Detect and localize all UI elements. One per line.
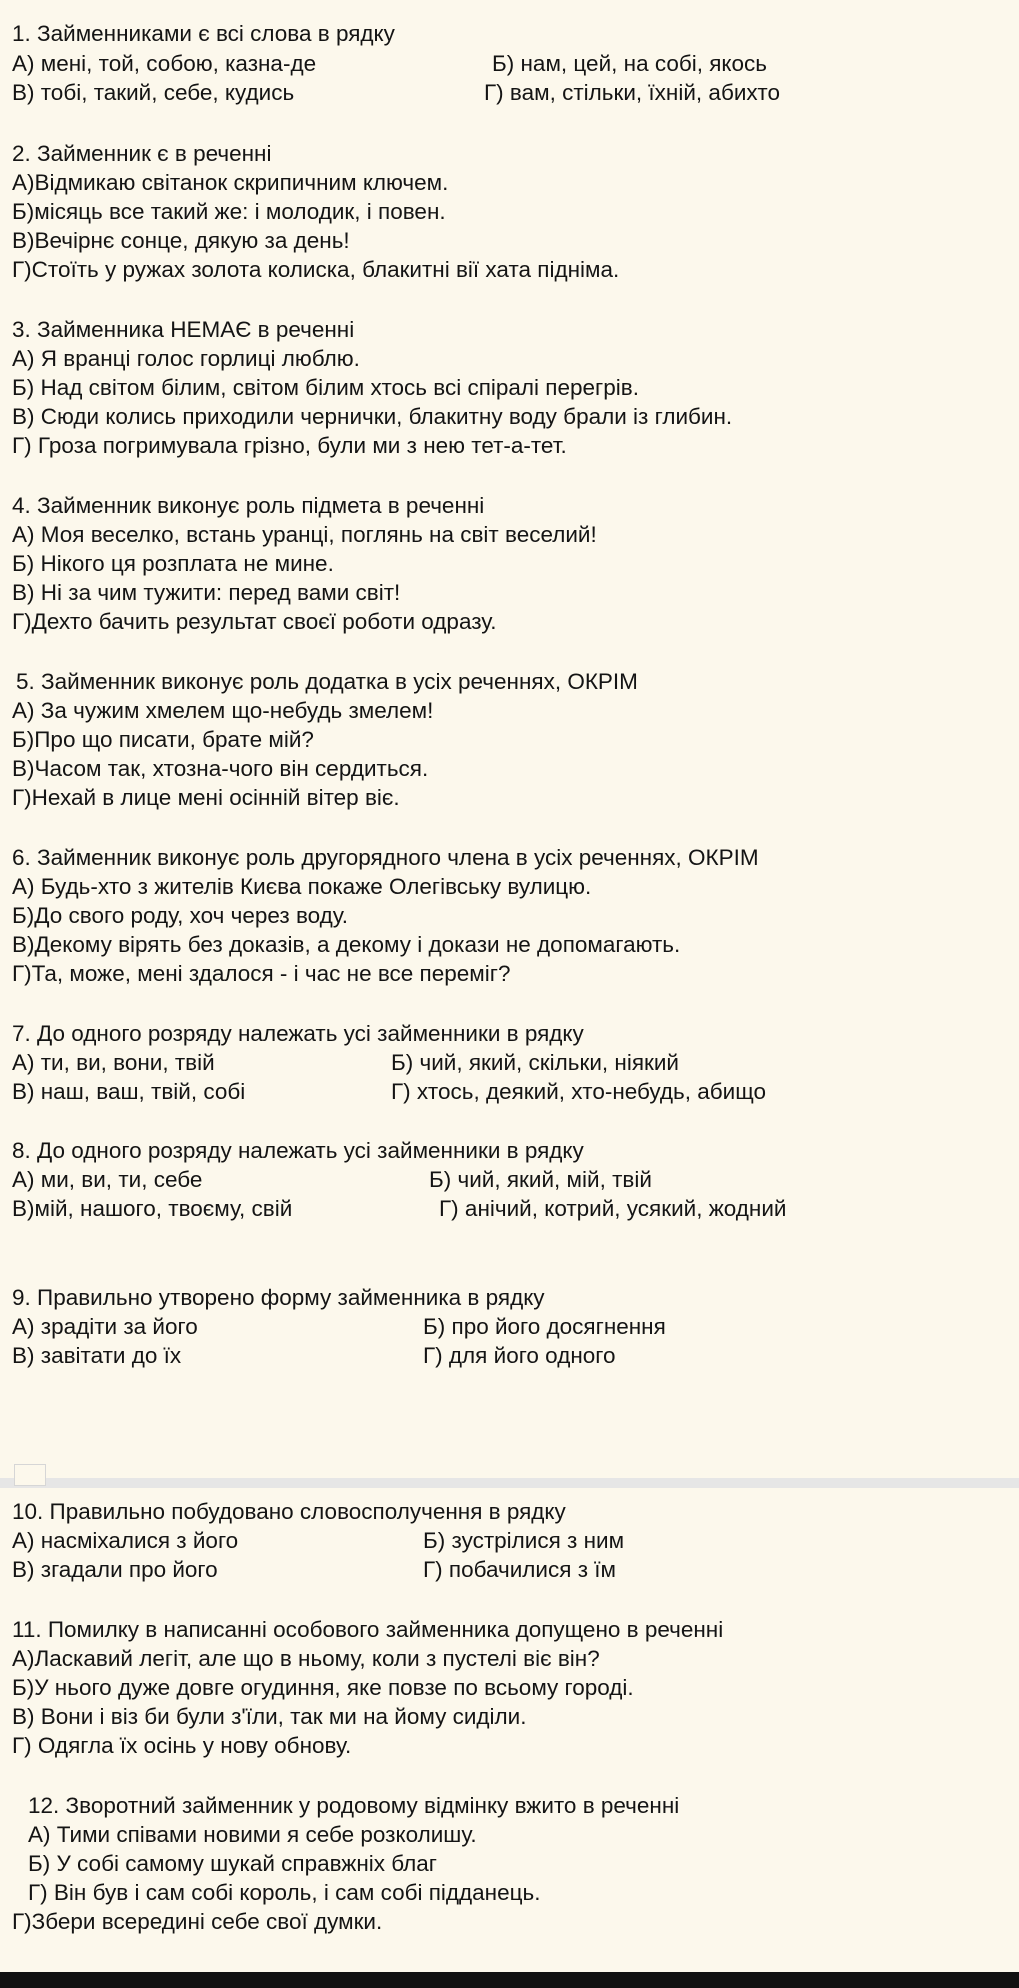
text-line: 1. Займенниками є всі слова в рядку bbox=[12, 21, 395, 46]
text-line: Б)місяць все такий же: і молодик, і повен. bbox=[12, 199, 446, 224]
text-line: В)Декому вірять без доказів, а декому і докази не допомагають. bbox=[12, 932, 681, 957]
text-line: 5. Займенник виконує роль додатка в усіх реченнях, ОКРІМ bbox=[16, 669, 638, 694]
text-line: В)Часом так, хтозна-чого він сердиться. bbox=[12, 756, 429, 781]
text-line: Г)Збери всередині себе свої думки. bbox=[12, 1909, 383, 1934]
text-line: 10. Правильно побудовано словосполучення в рядку bbox=[12, 1499, 566, 1524]
text-line: Г)Стоїть у ружах золота колиска, блакитні вії хата підніма. bbox=[12, 257, 620, 282]
text-line: Г)Нехай в лице мені осінній вітер віє. bbox=[12, 785, 400, 810]
text-line: 9. Правильно утворено форму займенника в рядку bbox=[12, 1285, 545, 1310]
text-line: Б) про його досягнення bbox=[423, 1314, 666, 1339]
text-line: Г) анічий, котрий, усякий, жодний bbox=[439, 1196, 787, 1221]
text-line: В)мій, нашого, твоєму, свій bbox=[12, 1196, 293, 1221]
text-line: Б)У нього дуже довге огудиння, яке повзе по всьому городі. bbox=[12, 1675, 634, 1700]
text-line: Г)Дехто бачить результат своєї роботи одразу. bbox=[12, 609, 497, 634]
text-line: В) Ні за чим тужити: перед вами світ! bbox=[12, 580, 401, 605]
text-line: А) Моя веселко, встань уранці, поглянь на світ веселий! bbox=[12, 522, 597, 547]
text-line: А) Тими співами новими я себе розколишу. bbox=[28, 1822, 477, 1847]
text-line: В) згадали про його bbox=[12, 1557, 218, 1582]
text-line: Б) Над світом білим, світом білим хтось всі спіралі перегрів. bbox=[12, 375, 639, 400]
text-line: Г) хтось, деякий, хто-небудь, абищо bbox=[391, 1079, 767, 1104]
text-line: Б) чий, який, скільки, ніякий bbox=[391, 1050, 679, 1075]
text-line: А) ти, ви, вони, твій bbox=[12, 1050, 215, 1075]
text-line: А) Я вранці голос горлиці люблю. bbox=[12, 346, 360, 371]
text-line: Б)До свого роду, хоч через воду. bbox=[12, 903, 349, 928]
text-line: Г) вам, стільки, їхній, абихто bbox=[484, 80, 780, 105]
text-line: 3. Займенника НЕМАЄ в реченні bbox=[12, 317, 355, 342]
text-line: 6. Займенник виконує роль другорядного члена в усіх реченнях, ОКРІМ bbox=[12, 845, 759, 870]
text-line: Г) для його одного bbox=[423, 1343, 616, 1368]
text-line: В)Вечірнє сонце, дякую за день! bbox=[12, 228, 350, 253]
text-line: А)Відмикаю світанок скрипичним ключем. bbox=[12, 170, 449, 195]
text-line: А)Ласкавий легіт, але що в ньому, коли з пустелі віє він? bbox=[12, 1646, 600, 1671]
text-line: Г)Та, може, мені здалося - і час не все переміг? bbox=[12, 961, 511, 986]
text-line: Г) Гроза погримувала грізно, були ми з нею тет-а-тет. bbox=[12, 433, 567, 458]
text-line: А) зрадіти за його bbox=[12, 1314, 198, 1339]
text-line: Г) Одягла їх осінь у нову обнову. bbox=[12, 1733, 352, 1758]
text-line: В) наш, ваш, твій, собі bbox=[12, 1079, 246, 1104]
text-line: В) Сюди колись приходили чернички, блакитну воду брали із глибин. bbox=[12, 404, 733, 429]
text-line: А) ми, ви, ти, себе bbox=[12, 1167, 203, 1192]
text-line: В) завітати до їх bbox=[12, 1343, 182, 1368]
text-line: В) тобі, такий, себе, кудись bbox=[12, 80, 295, 105]
text-line: 8. До одного розряду належать усі займенники в рядку bbox=[12, 1138, 584, 1163]
text-line: 4. Займенник виконує роль підмета в реченні bbox=[12, 493, 485, 518]
text-line: Г) побачилися з їм bbox=[423, 1557, 616, 1582]
text-line: А) За чужим хмелем що-небудь змелем! bbox=[12, 698, 434, 723]
text-line: 7. До одного розряду належать усі займенники в рядку bbox=[12, 1021, 584, 1046]
text-line: Б)Про що писати, брате мій? bbox=[12, 727, 314, 752]
text-line: А) Будь-хто з жителів Києва покаже Олегівську вулицю. bbox=[12, 874, 592, 899]
text-line: Б) чий, який, мій, твій bbox=[429, 1167, 652, 1192]
text-line: Б) У собі самому шукай справжніх благ bbox=[28, 1851, 438, 1876]
text-line: Г) Він був і сам собі король, і сам собі підданець. bbox=[28, 1880, 541, 1905]
bottom-bar bbox=[0, 1972, 1019, 1988]
text-line: В) Вони і віз би були з'їли, так ми на йому сиділи. bbox=[12, 1704, 527, 1729]
text-line: 11. Помилку в написанні особового займенника допущено в реченні bbox=[12, 1617, 724, 1642]
page-separator bbox=[0, 1478, 1019, 1488]
text-line: 12. Зворотний займенник у родовому відмінку вжито в реченні bbox=[28, 1793, 680, 1818]
text-line: А) насміхалися з його bbox=[12, 1528, 239, 1553]
text-line: Б) нам, цей, на собі, якось bbox=[492, 51, 767, 76]
page-break-marker bbox=[14, 1464, 46, 1486]
text-line: А) мені, той, собою, казна-де bbox=[12, 51, 317, 76]
text-line: 2. Займенник є в реченні bbox=[12, 141, 272, 166]
text-line: Б) Нікого ця розплата не мине. bbox=[12, 551, 334, 576]
text-line: Б) зустрілися з ним bbox=[423, 1528, 625, 1553]
